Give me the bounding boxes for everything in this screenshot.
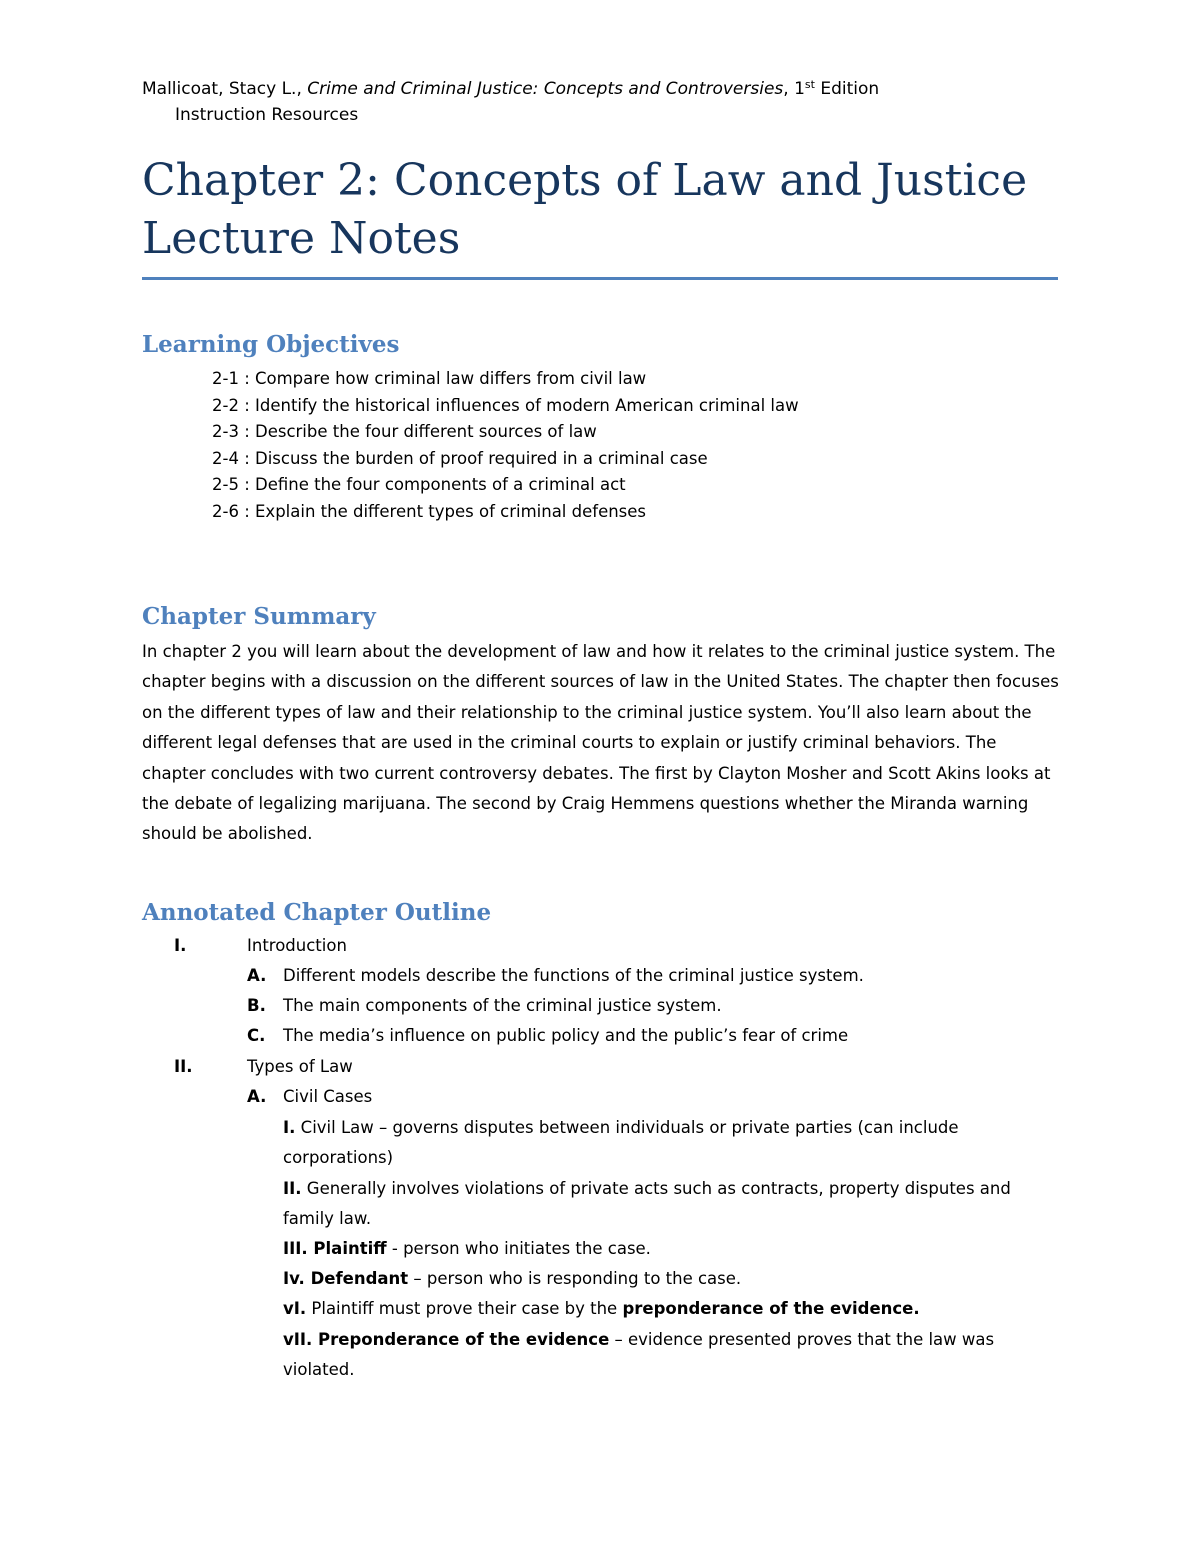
learning-objectives-list	[212, 366, 799, 525]
outline-detail-continuation: violated.	[283, 1360, 355, 1379]
edition-suffix: st	[804, 78, 815, 91]
outline-detail-preponderance: vII. Preponderance of the evidence – evidence presented proves that the law was	[283, 1330, 995, 1349]
chapter-title	[142, 152, 1058, 268]
learning-objectives-heading: Learning Objectives	[142, 331, 400, 358]
outline-detail-civil-law: I. Civil Law – governs disputes between individuals or private parties (can include	[283, 1118, 959, 1137]
objective-item: 2-2 : Identify the historical influences of modern American criminal law	[212, 395, 799, 415]
outline-detail-continuation: family law.	[283, 1209, 372, 1228]
chapter-title-line2: Lecture Notes	[142, 213, 461, 264]
title-divider	[142, 277, 1058, 280]
outline-detail-private-acts: II. Generally involves violations of private acts such as contracts, property disputes and	[283, 1179, 1011, 1198]
objective-item: 2-1 : Compare how criminal law differs from civil law	[212, 369, 647, 388]
document-page: Mallicoat, Stacy L., Crime and Criminal Justice: Concepts and Controversies, 1st Edition Instruction Resources Chapter 2: Concepts of Law and Justice Lecture Notes Learning Objectives 2-1 : Compare how criminal law differs from civil law 2-2 : Identify the historical influences of modern American criminal law 2-3 : Describe the four different sources of law 2-4 : Discuss the burden of proof required in a criminal case 2-5 : Define the four components of a criminal act 2-6 : Explain the different types of criminal defenses Chapter Summary In chapter 2 you will learn about the development of law and how it relates to the criminal justice system. The chapter begins with a discussion on the different sources of law in the United States. The chapter then focuses on the different types of law and their relationship to the criminal justice system. You’ll also learn about the different legal defenses that are used in the criminal courts to explain or justify criminal behaviors. The chapter concludes with two current controversy debates. The first by Clayton Mosher and Scott Akins looks at the debate of legalizing marijuana. The second by Craig Hemmens questions whether the Miranda warning should be abolished. Annotated Chapter Outline I. Introduction A. Different models describe the functions of the criminal justice system. B. The main components of the criminal justice system. C. The media’s influence on public policy and the public’s fear of crime II. Types of Law A. Civil Cases I. Civil Law – governs disputes between individuals or private parties (can include corporations) II. Generally involves violations of private acts such as contracts, property disputes and family law. III. Plaintiff - person who initiates the case. Iv. Defendant – person who is responding to the case. vI. Plaintiff must prove their case by the preponderance of the evidence. vII. Preponderance of the evidence – evidence presented proves that the law was violated.	[0, 0, 1200, 1553]
objective-item: 2-6 : Explain the different types of criminal defenses	[212, 501, 647, 521]
outline-detail-burden: vI. Plaintiff must prove their case by the preponderance of the evidence.	[283, 1299, 920, 1318]
edition-number: 1	[794, 79, 805, 99]
citation-line: Mallicoat, Stacy L., Crime and Criminal Justice: Concepts and Controversies, 1st Edition	[142, 78, 880, 99]
objective-item: 2-5 : Define the four components of a criminal act	[212, 475, 626, 494]
author-name: Mallicoat, Stacy L.,	[142, 79, 308, 99]
outline-detail-defendant: Iv. Defendant – person who is responding to the case.	[283, 1269, 742, 1288]
chapter-summary-text: In chapter 2 you will learn about the development of law and how it relates to the criminal justice system. The chapter begins with a discussion on the different sources of law in the United States. The chapter then focuses on the different types of law and their relationship to the criminal justice system. You’ll also learn about the different legal defenses that are used in the criminal courts to explain or justify criminal behaviors. The chapter concludes with two current controversy debates. The first by Clayton Mosher and Scott Akins looks at the debate of legalizing marijuana. The second by Craig Hemmens questions whether the Miranda warning should be abolished.	[142, 642, 1059, 844]
edition-word: Edition	[814, 79, 880, 99]
annotated-outline-heading: Annotated Chapter Outline	[142, 899, 492, 926]
chapter-summary-heading: Chapter Summary	[142, 603, 376, 630]
outline-label: Types of Law	[247, 1057, 353, 1076]
outline-detail-continuation: corporations)	[283, 1148, 394, 1167]
objective-item: 2-4 : Discuss the burden of proof required in a criminal case	[212, 448, 708, 468]
outline-numeral: I.	[174, 936, 187, 955]
objective-item: 2-3 : Describe the four different sources of law	[212, 422, 597, 441]
outline-label: Introduction	[247, 936, 347, 955]
book-title: Crime and Criminal Justice: Concepts and Controversies	[307, 79, 784, 99]
outline-numeral: II.	[174, 1057, 193, 1076]
chapter-title-line1: Chapter 2: Concepts of Law and Justice	[142, 155, 1028, 206]
header-subtitle: Instruction Resources	[175, 105, 359, 125]
outline-detail-plaintiff: III. Plaintiff - person who initiates the case.	[283, 1239, 651, 1258]
document-header	[142, 72, 879, 128]
